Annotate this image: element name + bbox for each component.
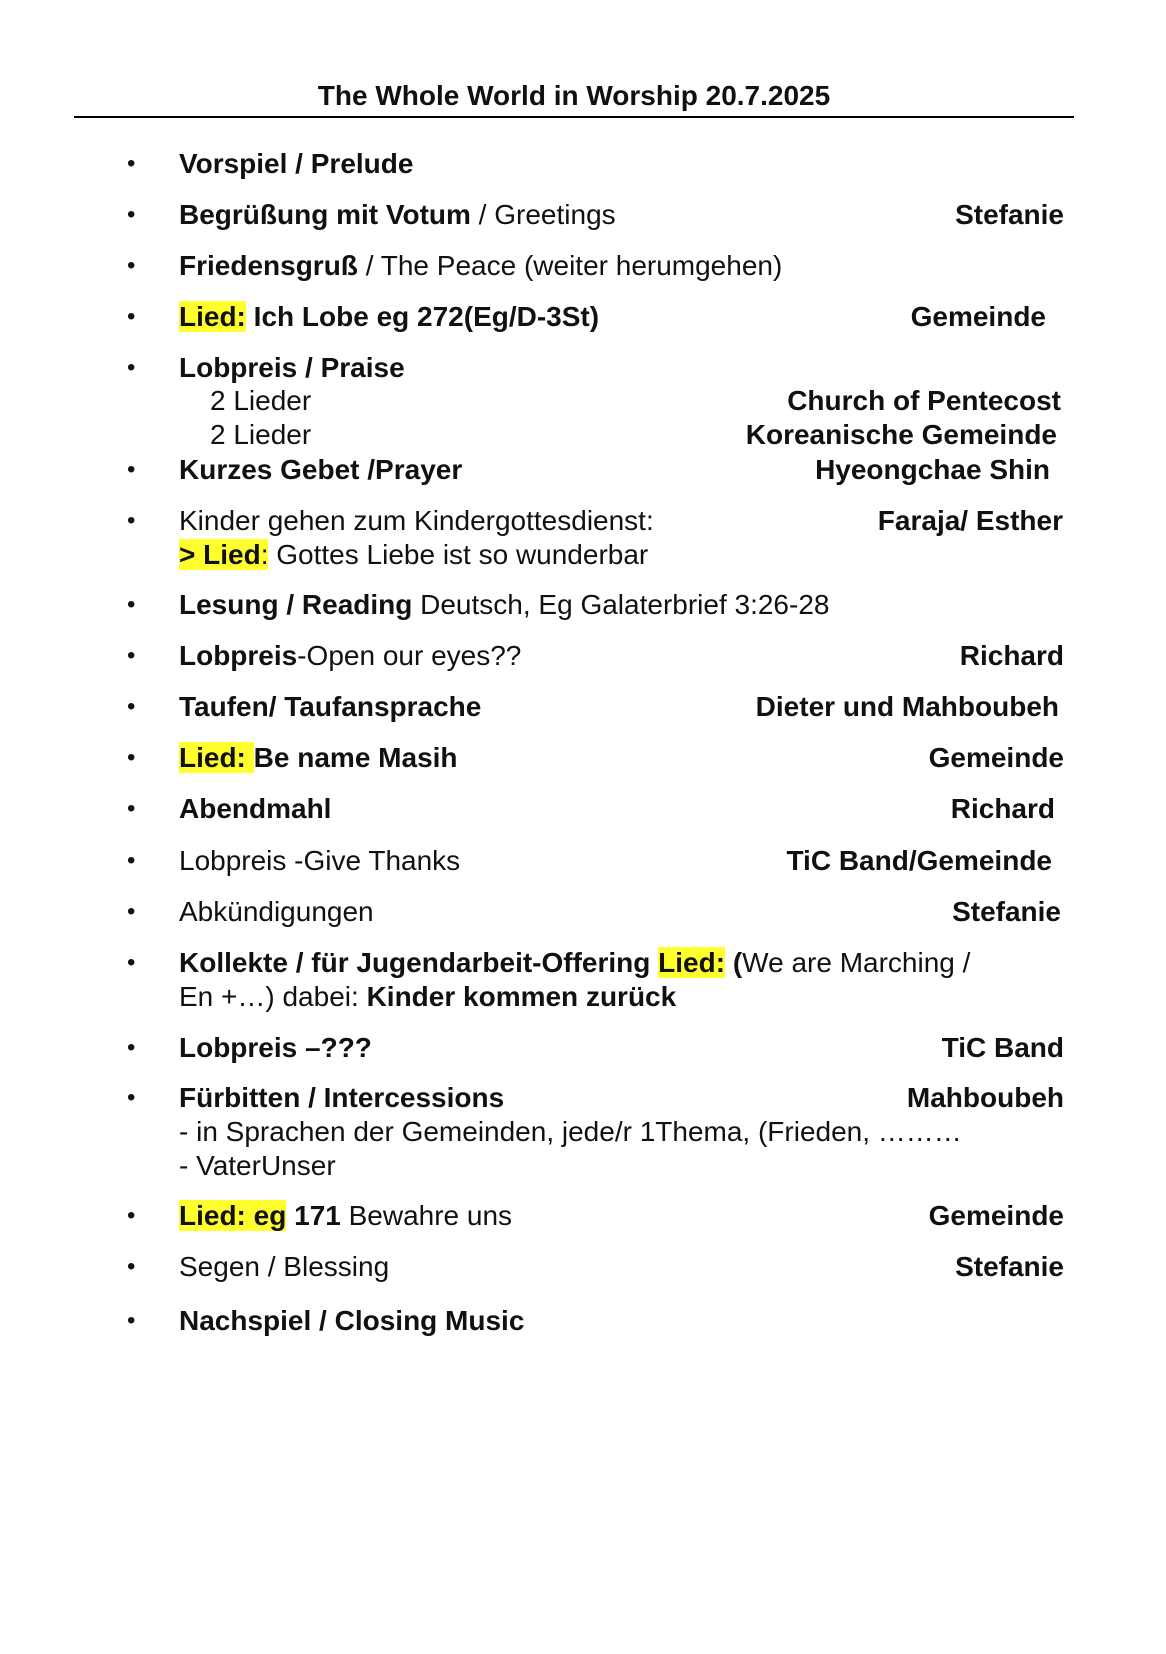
- item-text: Gottes Liebe ist so wunderbar: [268, 539, 649, 570]
- agenda-item-line: [179, 688, 481, 726]
- item-text: Lesung / Reading: [179, 589, 413, 620]
- responsible-person: Gemeinde: [928, 742, 1064, 773]
- agenda-item-line: [179, 637, 521, 675]
- item-text: Deutsch, Eg Galaterbrief 3:26-28: [412, 589, 830, 620]
- item-text: Kurzes Gebet /Prayer: [179, 454, 463, 485]
- agenda-item-line: [179, 536, 648, 574]
- agenda-item-line: [179, 1197, 512, 1235]
- agenda-item-line: [179, 1113, 962, 1151]
- item-text: / The Peace (weiter herumgehen): [357, 250, 783, 281]
- bullet-icon: •: [127, 507, 136, 534]
- sub-item-person: Church of Pentecost: [787, 385, 1061, 416]
- bullet-icon: •: [127, 795, 136, 822]
- agenda-item-line: [179, 944, 970, 982]
- agenda-item-line: [179, 502, 654, 540]
- bullet-icon: •: [127, 642, 136, 669]
- responsible-person: Richard: [950, 793, 1055, 824]
- item-text: - in Sprachen der Gemeinden, jede/r 1Thema, (Frieden, ………: [179, 1116, 962, 1147]
- highlighted-text: > Lied: [179, 539, 261, 570]
- bullet-icon: •: [127, 252, 136, 279]
- agenda-item-line: [179, 247, 782, 285]
- bullet-icon: •: [127, 591, 136, 618]
- bullet-icon: •: [127, 693, 136, 720]
- item-text: We are Marching /: [742, 947, 971, 978]
- bullet-icon: •: [127, 847, 136, 874]
- item-text: Be name Masih: [253, 742, 458, 773]
- bullet-icon: •: [127, 354, 136, 381]
- bullet-icon: •: [127, 303, 136, 330]
- responsible-person: Dieter und Mahboubeh: [755, 691, 1059, 722]
- agenda-item-line: [179, 586, 829, 624]
- highlighted-text: :: [260, 539, 269, 570]
- agenda-item-line: [179, 145, 413, 183]
- item-text: Segen / Blessing: [179, 1251, 390, 1282]
- agenda-item-line: [179, 739, 458, 777]
- item-text: (: [725, 947, 743, 978]
- bullet-icon: •: [127, 1034, 136, 1061]
- item-text: Lobpreis –???: [179, 1032, 372, 1063]
- responsible-person: Stefanie: [952, 896, 1061, 927]
- highlighted-text: Lied:: [658, 947, 726, 978]
- agenda-item-line: [179, 842, 460, 880]
- item-text: Bewahre uns: [340, 1200, 513, 1231]
- item-text: Abkündigungen: [179, 896, 374, 927]
- highlighted-text: Lied:: [179, 742, 254, 773]
- agenda-item-line: [179, 451, 462, 489]
- agenda-item-line: [179, 1248, 389, 1286]
- bullet-icon: •: [127, 898, 136, 925]
- sub-item-person: Koreanische Gemeinde: [745, 419, 1057, 450]
- title-underline: [74, 116, 1074, 118]
- responsible-person: Hyeongchae Shin: [815, 454, 1050, 485]
- responsible-person: TiC Band/Gemeinde: [786, 845, 1052, 876]
- item-text: Kinder gehen zum Kindergottesdienst:: [179, 505, 654, 536]
- item-text: Fürbitten / Intercessions: [179, 1082, 505, 1113]
- item-text: Lobpreis: [179, 640, 298, 671]
- item-text: Lobpreis -Give Thanks: [179, 845, 461, 876]
- item-text: Ich Lobe eg 272(Eg/D-3St): [245, 301, 600, 332]
- item-text: Nachspiel / Closing Music: [179, 1305, 525, 1336]
- item-text: Lobpreis / Praise: [179, 352, 405, 383]
- sub-item-text: 2 Lieder: [210, 419, 312, 450]
- item-text: Begrüßung mit Votum: [179, 199, 471, 230]
- agenda-item-line: [179, 1029, 372, 1067]
- item-text: Kollekte / für Jugendarbeit-Offering: [179, 947, 659, 978]
- item-text: 171: [286, 1200, 341, 1231]
- item-text: En +…) dabei:: [179, 981, 367, 1012]
- bullet-icon: •: [127, 1202, 136, 1229]
- agenda-item-line: [179, 1302, 524, 1340]
- bullet-icon: •: [127, 201, 136, 228]
- bullet-icon: •: [127, 1084, 136, 1111]
- agenda-item-line: [179, 1147, 336, 1185]
- agenda-item-line: [179, 978, 676, 1016]
- highlighted-text: Lied: eg: [179, 1200, 287, 1231]
- responsible-person: Gemeinde: [928, 1200, 1064, 1231]
- item-text: / Greetings: [470, 199, 616, 230]
- item-text: -Open our eyes??: [297, 640, 522, 671]
- responsible-person: Stefanie: [955, 1251, 1064, 1282]
- agenda-item-line: [179, 196, 616, 234]
- responsible-person: Gemeinde: [910, 301, 1046, 332]
- responsible-person: Faraja/ Esther: [877, 505, 1063, 536]
- page-title: The Whole World in Worship 20.7.2025: [317, 80, 831, 111]
- item-text: Friedensgruß: [179, 250, 358, 281]
- item-text: - VaterUnser: [179, 1150, 336, 1181]
- bullet-icon: •: [127, 150, 136, 177]
- responsible-person: Richard: [959, 640, 1064, 671]
- bullet-icon: •: [127, 1253, 136, 1280]
- agenda-item-line: [179, 1079, 504, 1117]
- bullet-icon: •: [127, 456, 136, 483]
- agenda-item-line: [179, 790, 331, 828]
- sub-item-text: 2 Lieder: [210, 385, 312, 416]
- agenda-item-line: [179, 893, 374, 931]
- highlighted-text: Lied:: [179, 301, 246, 332]
- bullet-icon: •: [127, 1307, 136, 1334]
- item-text: Vorspiel / Prelude: [179, 148, 414, 179]
- item-text: Abendmahl: [179, 793, 332, 824]
- responsible-person: TiC Band: [941, 1032, 1064, 1063]
- responsible-person: Mahboubeh: [906, 1082, 1064, 1113]
- bullet-icon: •: [127, 949, 136, 976]
- agenda-item-line: [179, 298, 599, 336]
- responsible-person: Stefanie: [955, 199, 1064, 230]
- item-text: Kinder kommen zurück: [366, 981, 677, 1012]
- item-text: Taufen/ Taufansprache: [179, 691, 482, 722]
- bullet-icon: •: [127, 744, 136, 771]
